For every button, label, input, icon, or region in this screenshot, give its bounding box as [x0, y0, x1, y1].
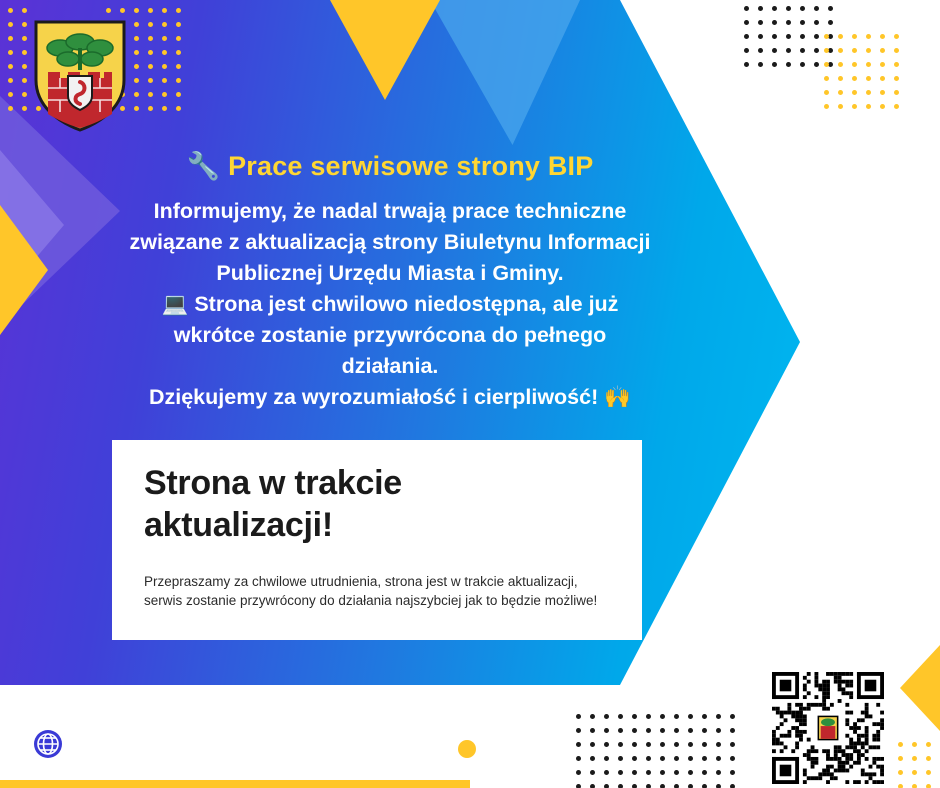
announcement-line-5: wkrótce zostanie przywrócona do pełnego [173, 323, 607, 347]
dot-grid-bottom-right [576, 714, 744, 788]
notice-card-title-line-1: Strona w trakcie [144, 464, 402, 502]
qr-code[interactable] [772, 672, 884, 784]
notice-card-note: Przepraszamy za chwilowe utrudnienia, strona jest w trakcie aktualizacji, serwis zostanie przywrócony do działania najszybciej jak to będzie możliwe! [144, 574, 598, 608]
announcement-line-1: Informujemy, że nadal trwają prace techniczne [153, 199, 627, 223]
notice-card [112, 440, 642, 640]
notice-card-title [144, 462, 614, 546]
announcement-line-3: Publicznej Urzędu Miasta i Gminy. [216, 261, 564, 285]
announcement-line-4 [60, 289, 720, 320]
page-title-text: Prace serwisowe strony BIP [228, 151, 594, 181]
page-title [70, 150, 710, 182]
dot-grid-top-right-yellow [824, 34, 908, 118]
yellow-bottom-bar [0, 780, 470, 788]
raised-hands-icon: 🙌 [604, 385, 632, 409]
globe-icon [22, 718, 74, 770]
footer-label: odwiedź stronę [90, 707, 222, 727]
announcement-line-2: związane z aktualizacją strony Biuletynu Informacji [129, 230, 651, 254]
dot-grid-bottom-right-yellow [898, 742, 940, 788]
yellow-dot-accent [458, 740, 476, 758]
announcement-line-4-text: Strona jest chwilowo niedostępna, ale już [194, 292, 619, 316]
announcement-line-7 [60, 382, 720, 413]
footer-url[interactable]: www.gminajawornikpolski.pl [90, 732, 399, 758]
laptop-icon: 💻 [161, 292, 189, 316]
announcement-line-6: działania. [341, 354, 439, 378]
announcement-text [60, 196, 720, 413]
yellow-chevron-right [900, 645, 940, 731]
coat-of-arms-icon [30, 18, 130, 134]
wrench-icon: 🔧 [186, 151, 221, 181]
notice-card-title-line-2: aktualizacji! [144, 506, 333, 544]
announcement-line-7-text: Dziękujemy za wyrozumiałość i cierpliwość! [148, 385, 599, 409]
